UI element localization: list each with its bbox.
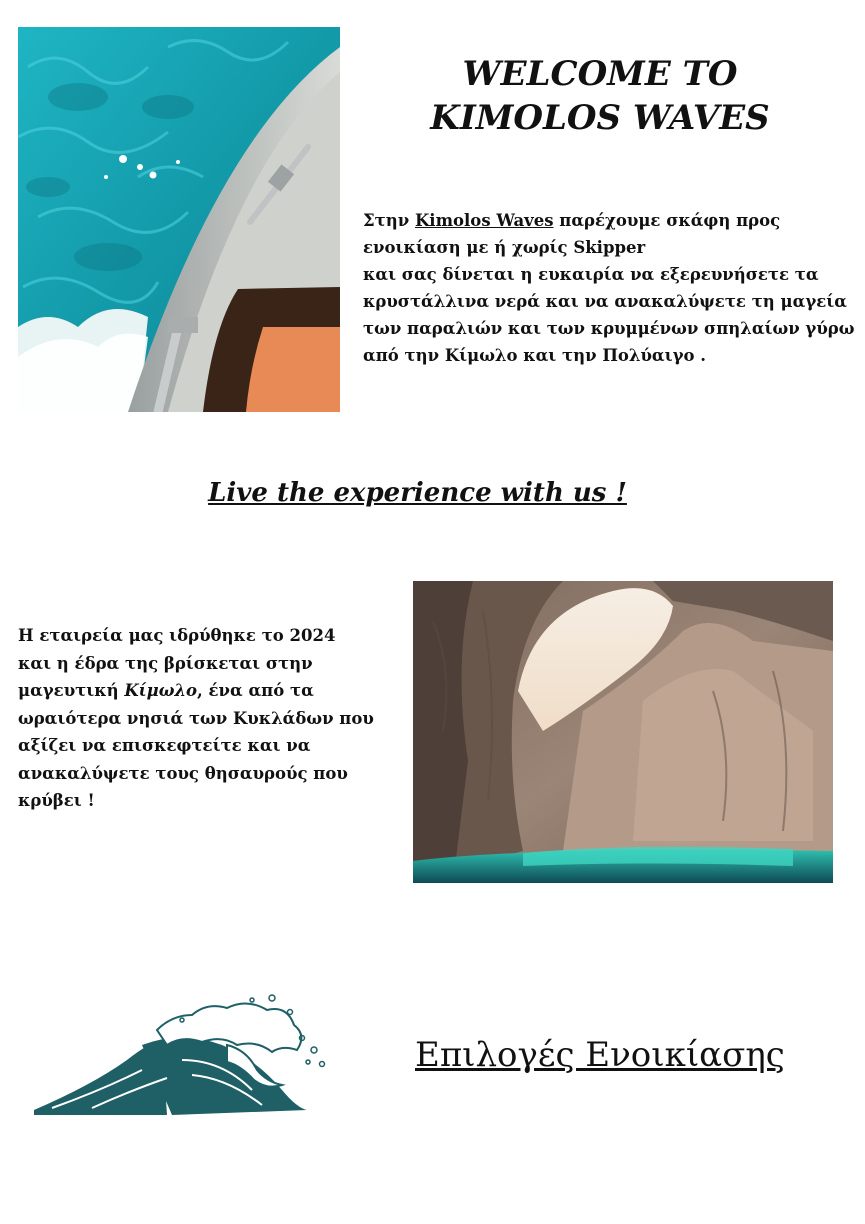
- brand-link[interactable]: Kimolos Waves: [414, 211, 554, 230]
- about-line-3: [18, 677, 398, 705]
- boat-sea-photo: [18, 27, 340, 412]
- about-line-3-start: μαγευτική: [18, 681, 125, 700]
- welcome-line-2: KIMOLOS WAVES: [430, 98, 770, 138]
- about-paragraph: [18, 622, 398, 815]
- about-line-6: ανακαλύψετε τους θησαυρούς που: [18, 763, 348, 783]
- wave-logo-icon: [32, 990, 332, 1120]
- intro-line-4: κρυστάλλινα νερά και να ανακαλύψετε τη μαγεία: [363, 292, 847, 311]
- welcome-heading: [400, 52, 800, 140]
- about-line-5: αξίζει να επισκεφτείτε και να: [18, 736, 311, 755]
- about-line-7: κρύβει !: [18, 791, 95, 810]
- intro-line-1-end: παρέχουμε σκάφη προς: [553, 211, 781, 230]
- about-line-3-end: , ένα από τα: [197, 681, 314, 700]
- intro-paragraph: [363, 207, 863, 369]
- rental-options-heading[interactable]: Επιλογές Ενοικίασης: [415, 1035, 785, 1075]
- kimolos-italic: Κίμωλο: [124, 681, 198, 700]
- slogan: Live the experience with us !: [208, 478, 627, 508]
- welcome-line-1: WELCOME TO: [462, 54, 738, 94]
- intro-line-5: των παραλιών και των κρυμμένων σπηλαίων γύρω: [363, 319, 855, 338]
- intro-line-1-start: Στην: [363, 211, 415, 230]
- sea-cave-photo: [413, 581, 833, 883]
- intro-line-3: και σας δίνεται η ευκαιρία να εξερευνήσετε τα: [363, 265, 819, 284]
- intro-line-6: από την Κίμωλο και την Πολύαιγο .: [363, 346, 707, 365]
- intro-line-1: [363, 207, 863, 234]
- about-line-2: και η έδρα της βρίσκεται στην: [18, 653, 313, 673]
- about-line-4: ωραιότερα νησιά των Κυκλάδων που: [18, 708, 374, 728]
- intro-line-2: ενοικίαση με ή χωρίς Skipper: [363, 238, 646, 257]
- about-line-1: Η εταιρεία μας ιδρύθηκε το 2024: [18, 626, 336, 645]
